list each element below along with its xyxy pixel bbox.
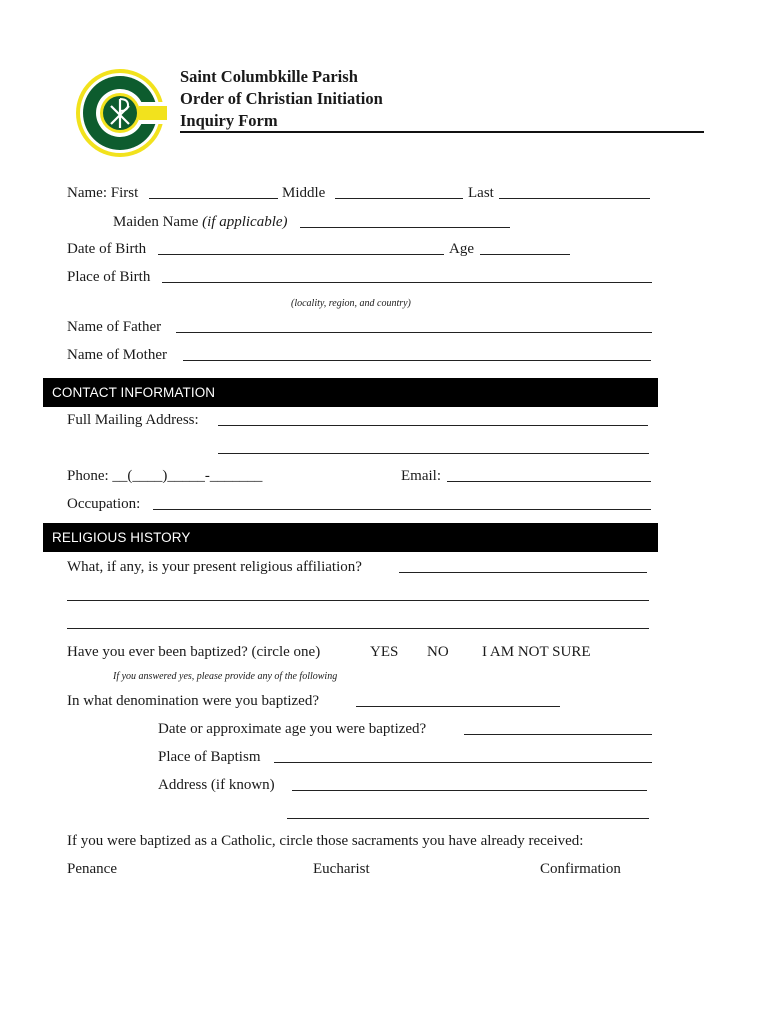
- occupation-field[interactable]: [153, 509, 651, 510]
- first-name-field[interactable]: [149, 198, 278, 199]
- baptism-date-label: Date or approximate age you were baptized?: [158, 721, 427, 737]
- affiliation-label: What, if any, is your present religious affiliation?: [67, 559, 362, 575]
- first-name-label: Name: First: [67, 185, 139, 201]
- email-label: Email:: [401, 468, 441, 484]
- header-divider: [180, 131, 704, 133]
- baptism-date-field[interactable]: [464, 734, 652, 735]
- address-field-2[interactable]: [218, 453, 649, 454]
- parish-logo: [73, 66, 167, 160]
- sacrament-confirmation[interactable]: Confirmation: [540, 861, 621, 877]
- address-field-1[interactable]: [218, 425, 648, 426]
- denomination-field[interactable]: [356, 706, 560, 707]
- option-not-sure[interactable]: I AM NOT SURE: [482, 644, 591, 660]
- sacrament-eucharist[interactable]: Eucharist: [313, 861, 370, 877]
- middle-name-field[interactable]: [335, 198, 463, 199]
- program-name: Order of Christian Initiation: [180, 89, 383, 108]
- maiden-name-label: Maiden Name (if applicable): [113, 214, 288, 230]
- address-label: Full Mailing Address:: [67, 412, 199, 428]
- denomination-label: In what denomination were you baptized?: [67, 693, 319, 709]
- last-name-field[interactable]: [499, 198, 650, 199]
- phone-label[interactable]: Phone: __(____)_____-_______: [67, 468, 263, 484]
- option-yes[interactable]: YES: [370, 644, 399, 660]
- mother-field[interactable]: [183, 360, 651, 361]
- option-no[interactable]: NO: [427, 644, 449, 660]
- last-name-label: Last: [468, 185, 494, 201]
- baptism-address-label: Address (if known): [158, 777, 275, 793]
- mother-label: Name of Mother: [67, 347, 167, 363]
- email-field[interactable]: [447, 481, 651, 482]
- age-field[interactable]: [480, 254, 570, 255]
- catholic-sacraments-question: If you were baptized as a Catholic, circle those sacraments you have already received:: [67, 833, 584, 849]
- parish-name: Saint Columbkille Parish: [180, 67, 358, 86]
- affiliation-field-1[interactable]: [399, 572, 647, 573]
- contact-section-header: CONTACT INFORMATION: [43, 378, 658, 407]
- age-label: Age: [449, 241, 474, 257]
- maiden-name-field[interactable]: [300, 227, 510, 228]
- baptism-place-label: Place of Baptism: [158, 749, 261, 765]
- baptism-address-field-1[interactable]: [292, 790, 647, 791]
- occupation-label: Occupation:: [67, 496, 141, 512]
- dob-field[interactable]: [158, 254, 444, 255]
- dob-label: Date of Birth: [67, 241, 147, 257]
- pob-note: (locality, region, and country): [291, 298, 411, 309]
- affiliation-field-2[interactable]: [67, 600, 649, 601]
- affiliation-field-3[interactable]: [67, 628, 649, 629]
- father-label: Name of Father: [67, 319, 162, 335]
- chi-rho-logo-icon: [73, 66, 167, 160]
- sacrament-penance[interactable]: Penance: [67, 861, 117, 877]
- baptism-place-field[interactable]: [274, 762, 652, 763]
- yes-note: If you answered yes, please provide any of the following: [113, 671, 338, 682]
- pob-field[interactable]: [162, 282, 652, 283]
- baptism-address-field-2[interactable]: [287, 818, 649, 819]
- religious-section-header: RELIGIOUS HISTORY: [43, 523, 658, 552]
- maiden-name-note: (if applicable): [202, 214, 288, 230]
- pob-label: Place of Birth: [67, 269, 151, 285]
- father-field[interactable]: [176, 332, 652, 333]
- baptized-question: Have you ever been baptized? (circle one): [67, 644, 321, 660]
- middle-name-label: Middle: [282, 185, 326, 201]
- form-title: Inquiry Form: [180, 111, 278, 130]
